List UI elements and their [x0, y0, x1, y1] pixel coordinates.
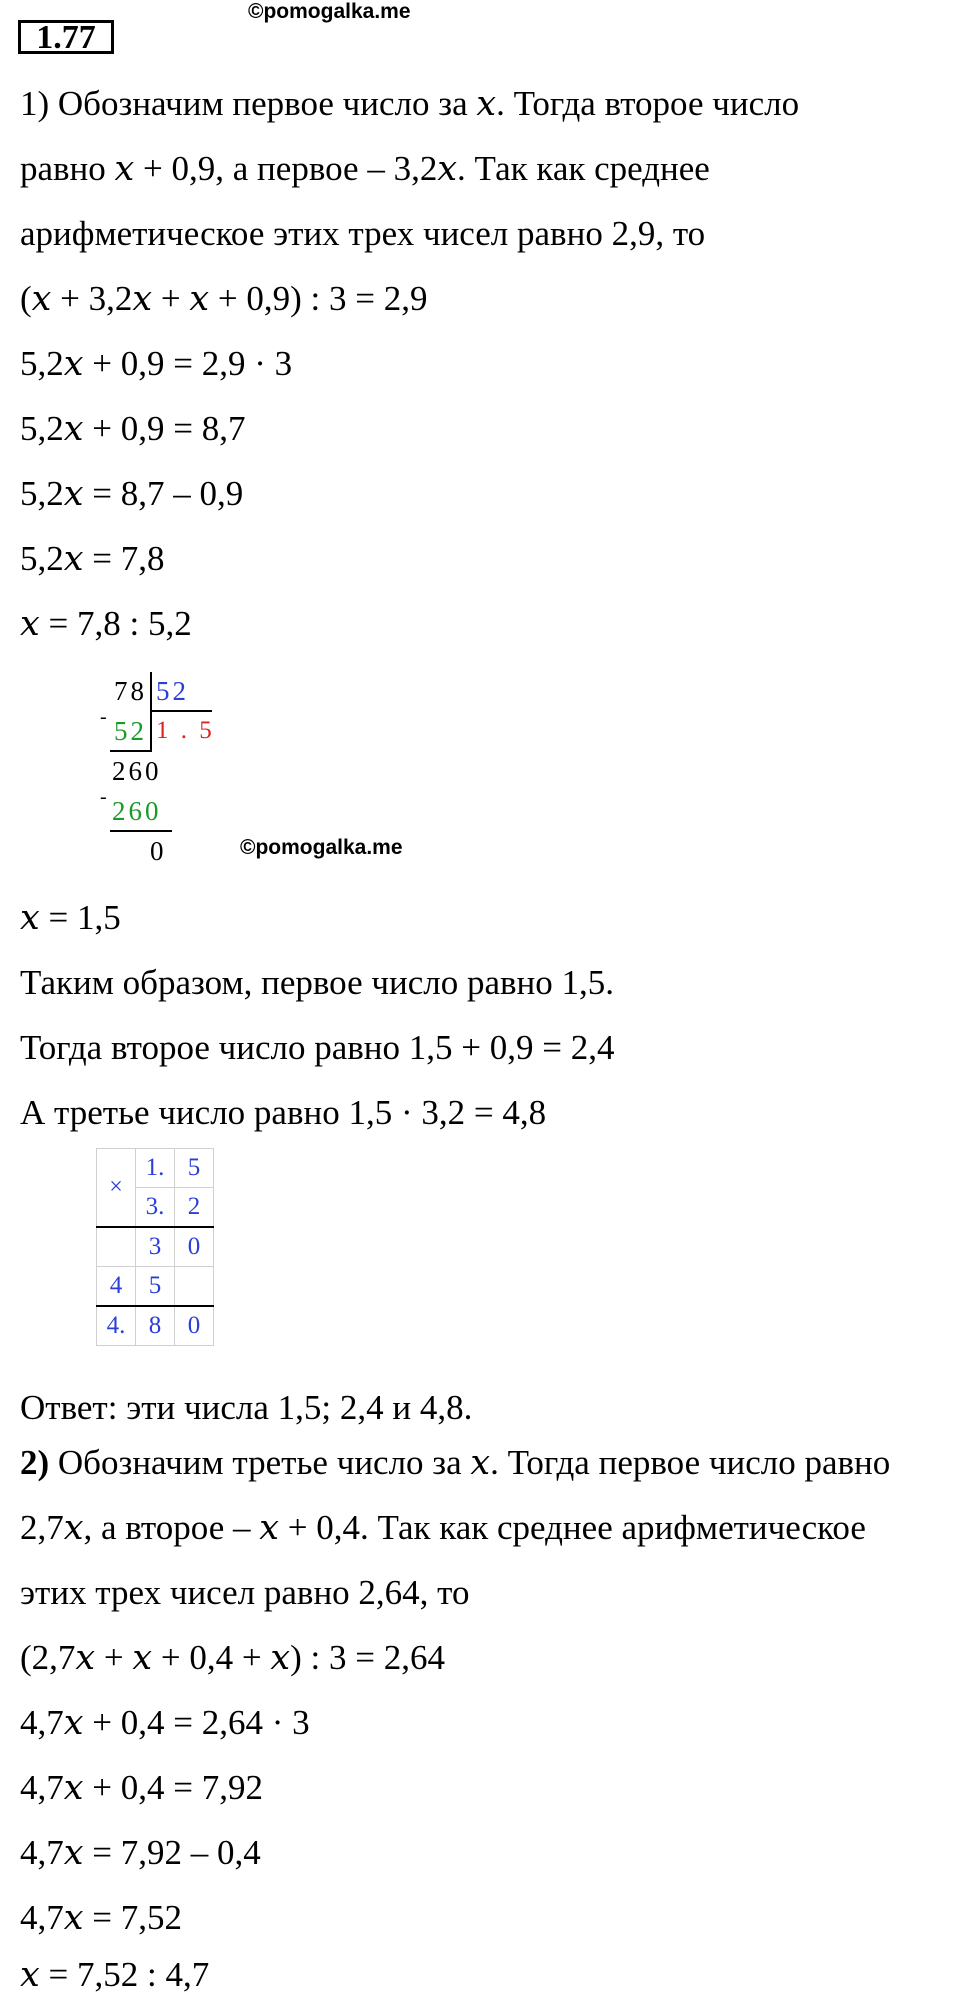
- mul-cell: 0: [175, 1227, 214, 1267]
- equation-line: 𝑥 = 7,8 : 5,2: [20, 604, 192, 643]
- mul-cell: 3.: [136, 1188, 175, 1228]
- equation-line: 𝑥 = 7,52 : 4,7: [20, 1955, 210, 1994]
- part2-first-line: Обозначим третье число за 𝑥. Тогда первое число равно: [49, 1443, 891, 1482]
- mul-cell: 3: [136, 1227, 175, 1267]
- mul-cell: 2: [175, 1188, 214, 1228]
- division-minus-sign: -: [100, 786, 110, 808]
- division-subtrahend-2: 260: [112, 796, 162, 826]
- mul-cell: [97, 1227, 136, 1267]
- part1-line-3: арифметическое этих трех чисел равно 2,9, то: [20, 214, 706, 253]
- multiplication-table: [96, 1148, 214, 1346]
- division-dividend: 78: [114, 676, 147, 706]
- equation-line: 5,2𝑥 = 7,8: [20, 539, 165, 578]
- equation-line: 4,7𝑥 + 0,4 = 7,92: [20, 1768, 263, 1807]
- equation-line: 5,2𝑥 + 0,9 = 2,9 · 3: [20, 344, 293, 383]
- division-underline-2: [110, 830, 172, 832]
- answer-line: Ответ: эти числа 1,5; 2,4 и 4,8.: [20, 1388, 473, 1427]
- part2-line-2: 2,7𝑥, а второе – 𝑥 + 0,4. Так как среднее арифметическое: [20, 1508, 866, 1547]
- equation-line: 5,2𝑥 = 8,7 – 0,9: [20, 474, 244, 513]
- mul-cell: 8: [136, 1306, 175, 1346]
- mul-cell: 5: [175, 1149, 214, 1188]
- equation-line: 4,7𝑥 + 0,4 = 2,64 · 3: [20, 1703, 310, 1742]
- problem-number: 1.77: [18, 20, 114, 54]
- mul-cell: 4: [97, 1267, 136, 1307]
- part2-line-3: этих трех чисел равно 2,64, то: [20, 1573, 470, 1612]
- division-remainder-1: 260: [112, 756, 162, 786]
- division-quotient: 1 . 5: [156, 717, 215, 744]
- mul-cell: 0: [175, 1306, 214, 1346]
- part2-line-1: [20, 1443, 890, 1483]
- part1-line-1: 1) Обозначим первое число за 𝑥. Тогда второе число: [20, 84, 800, 123]
- result-line: Таким образом, первое число равно 1,5.: [20, 963, 615, 1002]
- division-subtrahend-1: 52: [114, 716, 147, 746]
- mul-cell: 5: [136, 1267, 175, 1307]
- mul-cell: 1.: [136, 1149, 175, 1188]
- division-minus-sign: -: [100, 706, 110, 728]
- result-line: 𝑥 = 1,5: [20, 898, 121, 937]
- division-divisor: 52: [156, 676, 189, 706]
- division-remainder-2: 0: [150, 836, 167, 866]
- part2-label: 2): [20, 1443, 50, 1482]
- watermark: ©pomogalka.me: [240, 836, 403, 859]
- equation-line: (𝑥 + 3,2𝑥 + 𝑥 + 0,9) : 3 = 2,9: [20, 279, 428, 318]
- multiply-sign: ×: [97, 1149, 136, 1228]
- part1-line-2: равно 𝑥 + 0,9, а первое – 3,2𝑥. Так как среднее: [20, 149, 710, 188]
- equation-line: 4,7𝑥 = 7,52: [20, 1898, 182, 1937]
- result-line: Тогда второе число равно 1,5 + 0,9 = 2,4: [20, 1028, 615, 1067]
- division-underline-1: [110, 750, 152, 752]
- mul-cell: 4.: [97, 1306, 136, 1346]
- mul-cell: [175, 1267, 214, 1307]
- result-line: А третье число равно 1,5 · 3,2 = 4,8: [20, 1093, 547, 1132]
- equation-line: (2,7𝑥 + 𝑥 + 0,4 + 𝑥) : 3 = 2,64: [20, 1638, 445, 1677]
- division-divisor-underline: [150, 710, 212, 712]
- equation-line: 5,2𝑥 + 0,9 = 8,7: [20, 409, 246, 448]
- equation-line: 4,7𝑥 = 7,92 – 0,4: [20, 1833, 261, 1872]
- watermark: ©pomogalka.me: [248, 0, 411, 23]
